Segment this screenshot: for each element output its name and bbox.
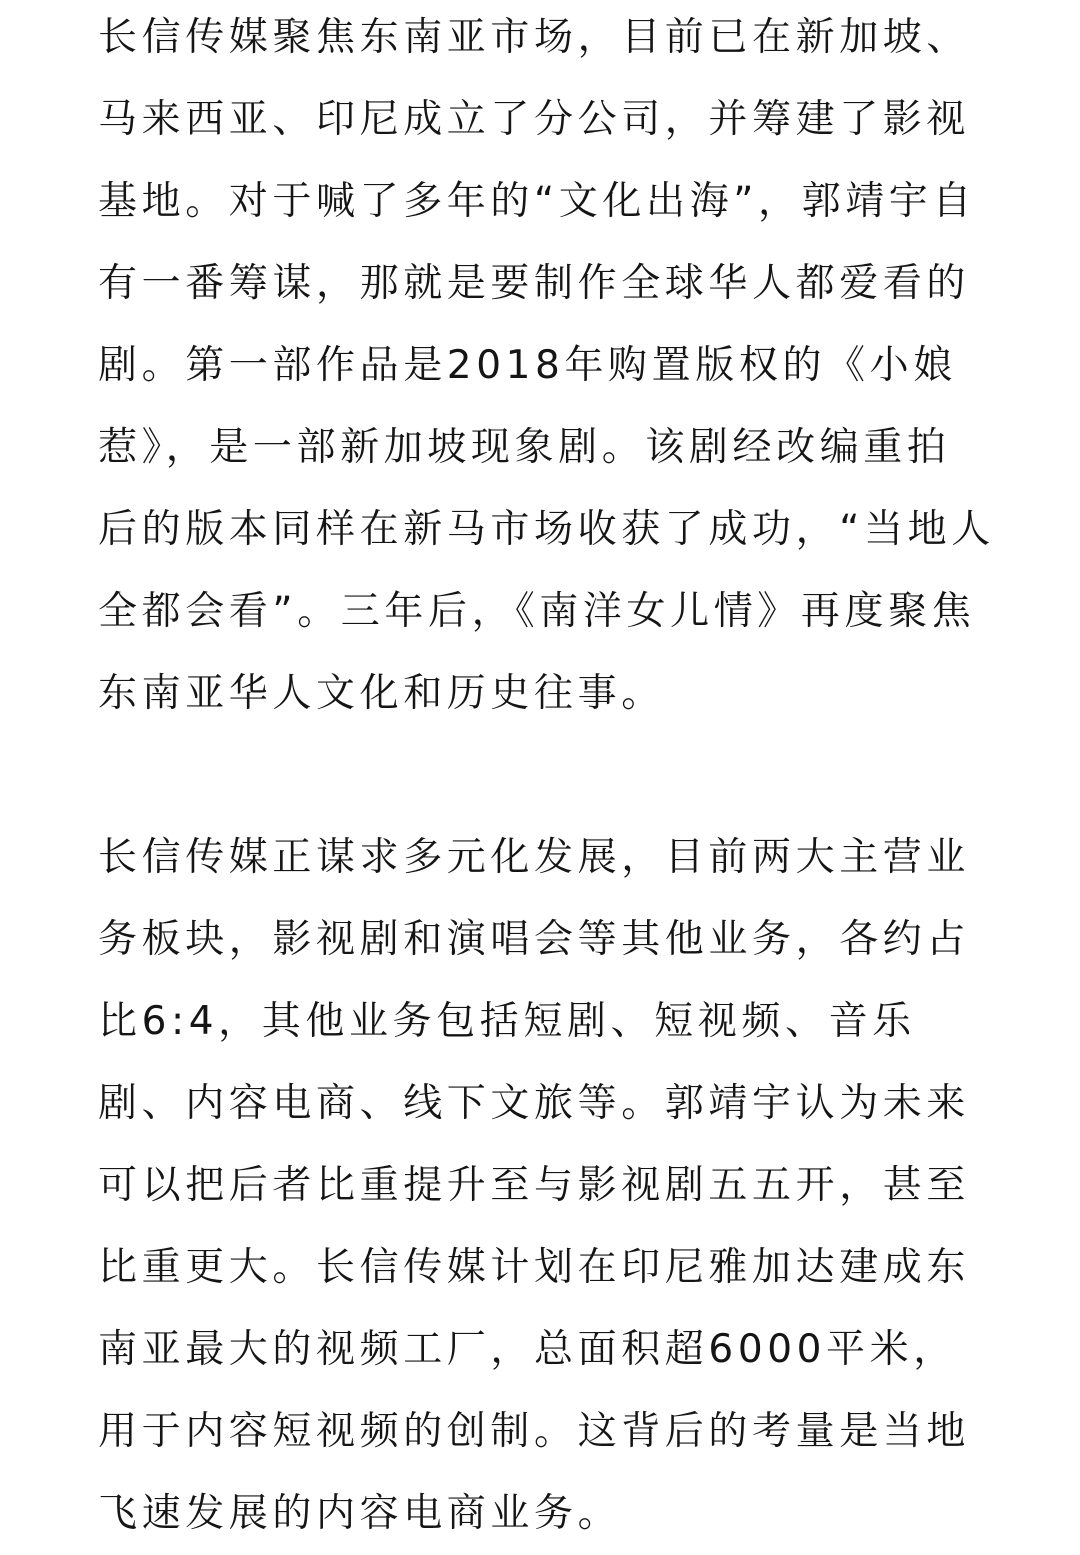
text-line: 惹》，是一部新加坡现象剧。该剧经改编重拍 [98, 425, 951, 470]
text-line: 比重更大。长信传媒计划在印尼雅加达建成东 [98, 1245, 971, 1290]
text-line: 有一番筹谋，那就是要制作全球华人都爱看的 [98, 261, 971, 306]
text-line: 剧、内容电商、线下文旅等。郭靖宇认为未来 [98, 1081, 971, 1126]
text-line: 马来西亚、印尼成立了分公司，并筹建了影视 [98, 97, 971, 142]
text-line: 可以把后者比重提升至与影视剧五五开，甚至 [98, 1163, 971, 1208]
text-line: 长信传媒正谋求多元化发展，目前两大主营业 [98, 835, 971, 880]
paragraph-2 [98, 817, 982, 1555]
text-line: 长信传媒聚焦东南亚市场，目前已在新加坡、 [98, 15, 971, 60]
text-line: 比6:4，其他业务包括短剧、短视频、音乐 [98, 999, 916, 1044]
text-line: 基地。对于喊了多年的“文化出海”，郭靖宇自 [98, 179, 977, 224]
text-line: 务板块，影视剧和演唱会等其他业务，各约占 [98, 917, 971, 962]
text-line: 东南亚华人文化和历史往事。 [98, 671, 665, 716]
text-line: 用于内容短视频的创制。这背后的考量是当地 [98, 1409, 971, 1454]
text-line: 后的版本同样在新马市场收获了成功，“当地人 [98, 507, 995, 552]
text-line: 全都会看”。三年后，《南洋女儿情》再度聚焦 [98, 589, 976, 634]
paragraph-1 [98, 0, 995, 735]
text-line: 飞速发展的内容电商业务。 [98, 1491, 622, 1536]
text-line: 剧。第一部作品是2018年购置版权的《小娘 [98, 343, 957, 388]
text-line: 南亚最大的视频工厂，总面积超6000平米， [98, 1327, 957, 1372]
